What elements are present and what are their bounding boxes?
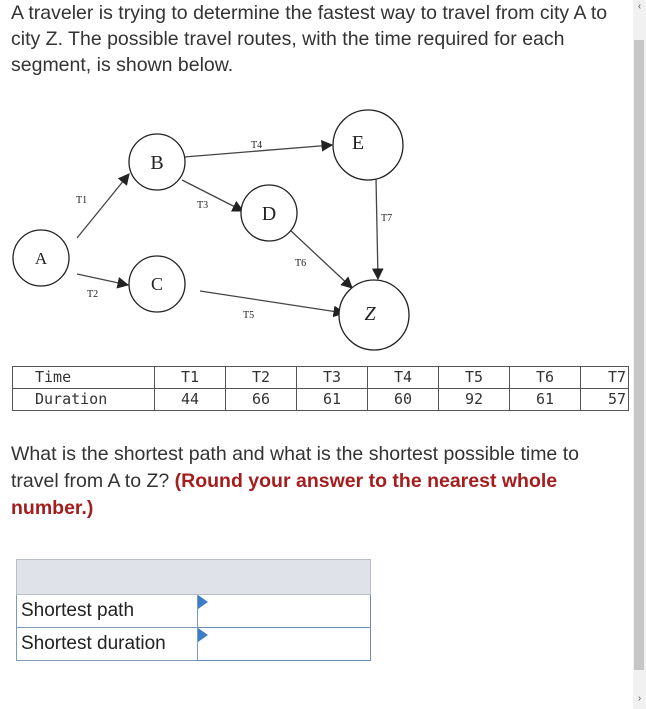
- node-e-label: E: [351, 132, 365, 154]
- vertical-scrollbar[interactable]: [633, 0, 646, 709]
- edge-label-t1: T1: [76, 195, 88, 206]
- shortest-duration-input[interactable]: [198, 628, 370, 660]
- edge-t1: [77, 174, 129, 238]
- edge-label-t7: T7: [381, 213, 393, 224]
- edge-t3: [182, 180, 243, 211]
- duration-cell: 60: [368, 389, 439, 411]
- time-cell: T4: [368, 367, 439, 389]
- duration-cell: 66: [226, 389, 297, 411]
- answer-row-path: [17, 595, 371, 628]
- scroll-thumb[interactable]: [634, 40, 644, 670]
- shortest-path-label: Shortest path: [17, 595, 198, 628]
- duration-cell: 44: [155, 389, 226, 411]
- duration-cell: 57: [581, 389, 629, 411]
- problem-text: A traveler is trying to determine the fastest way to travel from city A to city Z. The possible travel routes, with the time required for each segment, is shown below.: [11, 2, 608, 76]
- duration-table: [12, 366, 629, 411]
- answer-row-duration: [17, 628, 371, 661]
- node-b-label: B: [150, 152, 164, 174]
- node-d-label: D: [261, 203, 277, 225]
- edge-label-t3: T3: [197, 200, 209, 211]
- node-a-label: A: [34, 249, 48, 268]
- shortest-duration-label: Shortest duration: [17, 628, 198, 661]
- question-body: What is the shortest path and what is the shortest possible time to travel from A to Z?: [11, 443, 579, 492]
- shortest-path-input[interactable]: [198, 595, 370, 627]
- edge-t5: [200, 291, 344, 313]
- chevron-up-icon[interactable]: ‹: [637, 1, 642, 12]
- duration-cell: 61: [297, 389, 368, 411]
- time-cell: T7: [581, 367, 629, 389]
- duration-cell: 61: [510, 389, 581, 411]
- table-row-duration: [13, 389, 629, 411]
- time-cell: T2: [226, 367, 297, 389]
- round-instruction: (Round your answer to the nearest whole number.): [11, 470, 558, 519]
- route-graph: [0, 95, 420, 360]
- time-cell: T1: [155, 367, 226, 389]
- input-marker-icon: [198, 595, 208, 609]
- node-z-label: Z: [364, 303, 376, 325]
- time-row-label: Time: [13, 367, 155, 389]
- question-text: [11, 441, 631, 522]
- time-cell: T3: [297, 367, 368, 389]
- node-b: [129, 134, 185, 190]
- shortest-duration-input-cell[interactable]: [198, 628, 371, 661]
- chevron-down-icon[interactable]: ›: [637, 693, 642, 704]
- duration-row-label: Duration: [13, 389, 155, 411]
- duration-cell: 92: [439, 389, 510, 411]
- input-marker-icon: [198, 628, 208, 642]
- edge-label-t2: T2: [87, 289, 99, 300]
- edge-label-t5: T5: [243, 310, 255, 321]
- node-e: [333, 110, 403, 180]
- edge-t2: [77, 274, 128, 285]
- node-c-label: C: [150, 274, 164, 294]
- shortest-path-input-cell[interactable]: [198, 595, 371, 628]
- answer-header-row: [17, 560, 371, 595]
- node-a: [13, 230, 69, 286]
- node-c: [129, 256, 185, 312]
- edge-label-t4: T4: [251, 140, 263, 151]
- node-z: [339, 280, 409, 350]
- answer-table: [16, 559, 371, 661]
- time-cell: T5: [439, 367, 510, 389]
- answer-header: [17, 560, 371, 595]
- time-cell: T6: [510, 367, 581, 389]
- table-row-time: [13, 367, 629, 389]
- edge-t7: [376, 178, 378, 279]
- node-d: [241, 185, 297, 241]
- edge-label-t6: T6: [295, 258, 307, 269]
